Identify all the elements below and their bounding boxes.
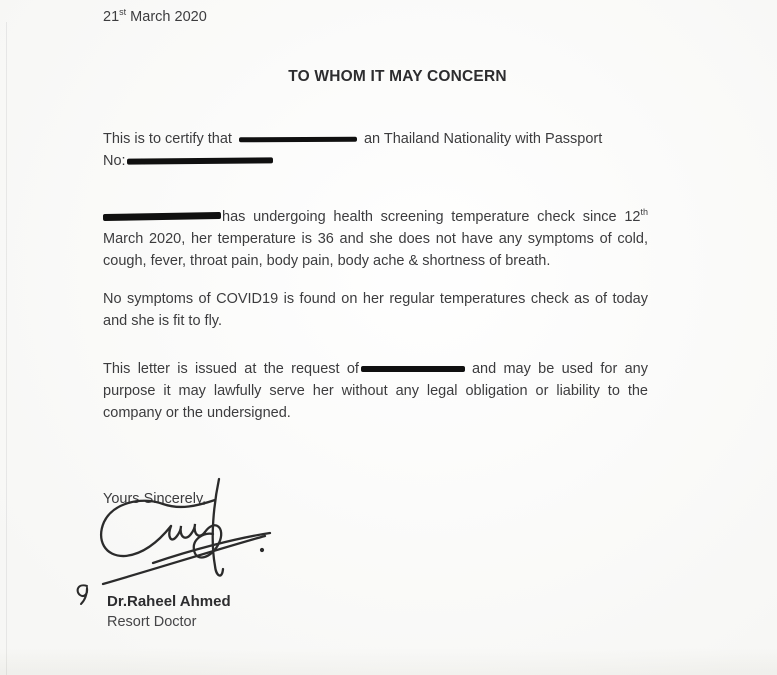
redaction-bar-name bbox=[239, 137, 357, 143]
passport-no-label: No: bbox=[103, 153, 126, 169]
redaction-bar-name-2 bbox=[103, 212, 221, 221]
date-day: 21 bbox=[103, 9, 120, 25]
certify-paragraph bbox=[103, 128, 648, 172]
signer-title: Resort Doctor bbox=[107, 614, 197, 630]
covid-clearance-paragraph: No symptoms of COVID19 is found on her regular temperatures check as of today and she is fit to fly. bbox=[103, 291, 648, 329]
certify-line-2 bbox=[103, 150, 648, 172]
redaction-bar-passport-number bbox=[127, 157, 273, 164]
date-ordinal-th: th bbox=[640, 207, 648, 218]
issuance-text-after: and may be used for any purpose it may lawfully serve her without any legal obligation or liability to the company or the undersigned. bbox=[103, 361, 648, 421]
closing-salutation: Yours Sincerely, bbox=[103, 491, 207, 507]
signature-block bbox=[107, 591, 231, 633]
screening-text-rest: March 2020, her temperature is 36 and she does not have any symptoms of cold, cough, fever, throat pain, body pain, body ache & shortness of breath. bbox=[103, 231, 648, 269]
signer-name: Dr.Raheel Ahmed bbox=[107, 593, 231, 610]
date-rest: March 2020 bbox=[126, 9, 207, 25]
certify-text-after: an Thailand Nationality with Passport bbox=[363, 131, 603, 147]
issuance-text-before: This letter is issued at the request of bbox=[103, 361, 359, 377]
letter-date bbox=[103, 6, 207, 28]
certify-text-before: This is to certify that bbox=[103, 131, 232, 147]
date-ordinal: st bbox=[119, 7, 127, 18]
certify-line-1 bbox=[103, 128, 648, 150]
letter-title: TO WHOM IT MAY CONCERN bbox=[288, 68, 507, 85]
redaction-bar-requester bbox=[361, 366, 465, 372]
health-screening-paragraph bbox=[103, 206, 648, 272]
screening-text: has undergoing health screening temperature check since 12 bbox=[222, 209, 641, 225]
handwritten-signature-icon bbox=[95, 476, 290, 598]
scan-edge-artifact bbox=[6, 22, 7, 675]
stray-ink-mark-icon bbox=[73, 582, 95, 608]
issuance-paragraph bbox=[103, 358, 648, 424]
